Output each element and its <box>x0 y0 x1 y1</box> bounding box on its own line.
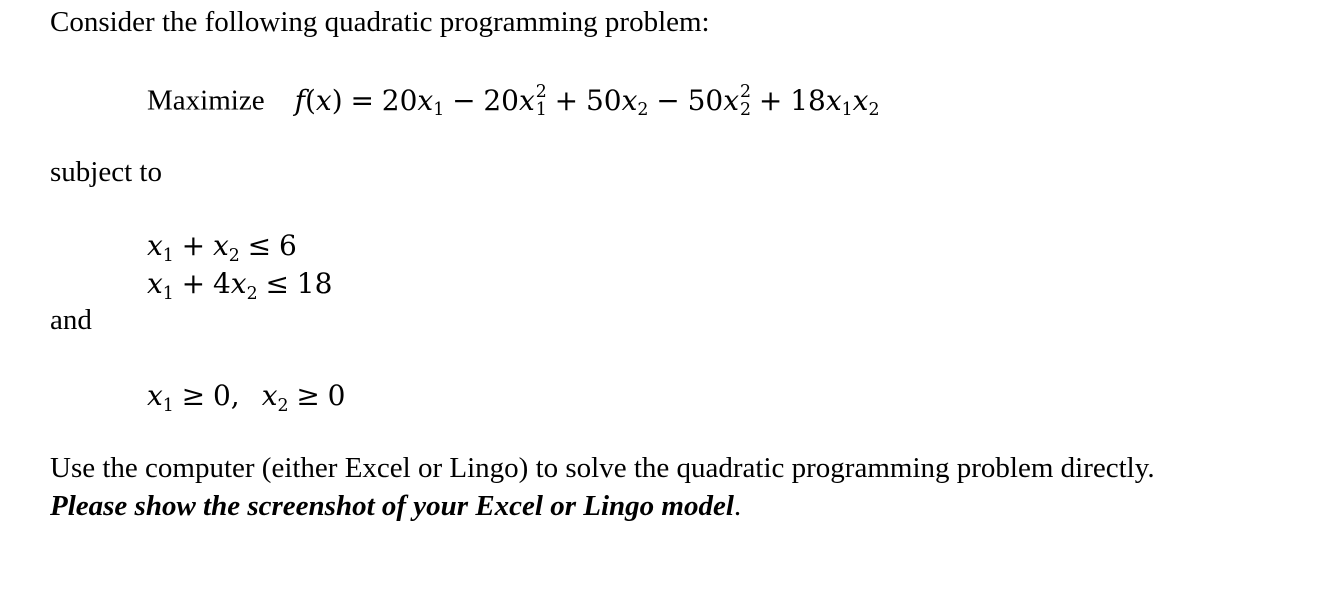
emphasis-line <box>50 492 741 521</box>
emphasis-text: Please show the screenshot of your Excel or Lingo model <box>50 490 734 522</box>
maximize-keyword: Maximize <box>147 84 265 117</box>
objective-line <box>147 84 880 120</box>
intro-text: Consider the following quadratic programming problem: <box>50 6 710 38</box>
instruction-text: Use the computer (either Excel or Lingo) to solve the quadratic programming problem directly. <box>50 452 1155 484</box>
emphasis-period: . <box>733 490 742 522</box>
nonnegativity-constraints: $x_1 \ge 0$, $x_2 \ge 0$ <box>147 379 346 416</box>
and-label: and <box>50 304 92 336</box>
constraint-2: $x_1 + 4x_2 \le 18$ <box>147 267 333 304</box>
constraint-1: $x_1 + x_2 \le 6$ <box>147 229 297 266</box>
objective-expression: $f(x) = 20x_1 - 20x$ 2 1 + $50x_2 - 50x$ 2 2 + $18x_1x_2$ <box>294 82 880 121</box>
subject-to-label: subject to <box>50 156 162 188</box>
